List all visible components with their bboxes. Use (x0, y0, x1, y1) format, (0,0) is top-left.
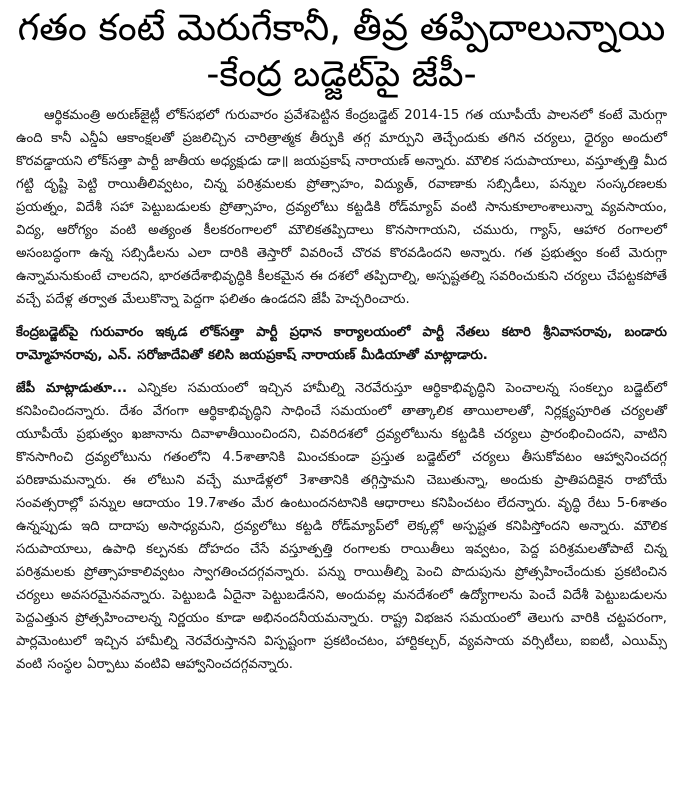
headline-main: గతం కంటే మెరుగేకానీ, తీవ్ర తప్పిదాలున్నాయి (17, 6, 666, 49)
paragraph-3-lead: జేపీ మాట్లాడుతూ... (16, 381, 128, 396)
article-paragraph-2: కేంద్రబడ్జెట్‌పై గురువారం ఇక్కడ లోక్‌సత్తా పార్టీ ప్రధాన కార్యాలయంలో పార్టీ నేతలు కటారి శ్రీనివాసరావు, బండారు రామ్మోహనరావు, ఎన్. సరోజాదేవితో కలిసి జయప్రకాష్ నారాయణ్ మీడియాతో మాట్లాడారు. (16, 325, 667, 363)
paragraph-3-body: ఎన్నికల సమయంలో ఇచ్చిన హామీల్ని నెరవేరుస్తూ ఆర్థికాభివృద్ధిని పెంచాలన్న సంకల్పం బడ్జెట్‌లో కనిపించిందన్నారు. దేశం వేగంగా ఆర్థికాభివృద్ధిని సాధించే సమయంలో తాత్కాలిక తాయిలాలతో, నిర్లక్ష్యపూరిత చర్యలతో యూపీయే ప్రభుత్వం ఖజానాను దివాళాతీయించిందని, చివరిదశలో ద్రవ్యలోటును కట్టడికి చర్యలు ప్రారంభించిందని, వాటిని కొనసాగించి ద్రవ్యలోటును గతంలోని 4.5శాతానికి మించకుండా ప్రస్తుత బడ్జెట్‌లో చర్యలు తీసుకోవటం ఆహ్వానించదగ్గ పరిణామమన్నారు. ఈ లోటుని వచ్చే మూడేళ్లలో 3శాతానికి తగ్గిస్తామని చెబుతున్నా, అందుకు ప్రాతిపదికైన రాబోయే సంవత్సరాల్లో పన్నుల ఆదాయం 19.7శాతం మేర ఉంటుందనటానికి ఆధారాలు కనిపించటం లేదన్నారు. వృద్ధి రేటు 5-6శాతం ఉన్నప్పుడు ఇది దాదాపు అసాధ్యమని, ద్రవ్యలోటు కట్టడి రోడ్‌మ్యాప్‌లో లెక్కల్లో అస్పష్టత కనిపిస్తోందని అన్నారు. మౌలిక సదుపాయాలు, ఉపాధి కల్పనకు దోహదం చేసే వస్తూత్పత్తి రంగాలకు రాయితీలు ఇవ్వటం, పెద్ద పరిశ్రమలతోపాటే చిన్న పరిశ్రమలకు ప్రోత్సాహకాలివ్వటం స్వాగతించదగ్గవన్నారు. పన్ను రాయితీల్ని పెంచి పొదుపును ప్రోత్సహించేందుకు ప్రకటించిన చర్యలు అవసరమైనవన్నారు. పెట్టుబడి ఏదైనా పెట్టుబడేనని, అందువల్ల మనదేశంలో ఉద్యోగాలను పెంచే విదేశీ పెట్టుబడులను పెద్దఎత్తున ప్రోత్సహించాలన్న నిర్ణయం కూడా అభినందనీయమన్నారు. రాష్ట్ర విభజన సమయంలో తెలుగు వారికి చట్టపరంగా, పార్లమెంటులో ఇచ్చిన హామీల్ని నెరవేరుస్తానని విస్పష్టంగా ప్రకటించటం, హార్టికల్చర్, వ్యవసాయ వర్సిటీలు, ఐఐటీ, ఎయిమ్స్ వంటి సంస్థల ఏర్పాటు వంటివి ఆహ్వానించదగ్గవన్నారు. (16, 381, 667, 672)
headline-subtitle: -కేంద్ర బడ్జెట్‌పై జేపీ- (206, 54, 477, 95)
article-paragraph-1: ఆర్థికమంత్రి అరుణ్‌జైట్లీ లోక్‌సభలో గురువారం ప్రవేశపెట్టిన కేంద్రబడ్జెట్ 2014-15 గత యూపీయే పాలనలో కంటే మెరుగ్గా ఉంది కానీ ఎన్డీఏ ఆకాంక్షలతో ప్రజలిచ్చిన చారిత్రాత్మక తీర్పుకి తగ్గ మార్పుని తెచ్చేందుకు తగిన చర్యలు, ధైర్యం అందులో కొరవడ్డాయని లోక్‌సత్తా పార్టీ జాతీయ అధ్యక్షుడు డా॥ జయప్రకాష్ నారాయణ్ అన్నారు. మౌలిక సదుపాయాలు, వస్తూత్పత్తి మీద గట్టి దృష్టి పెట్టి రాయితీలివ్వటం, చిన్న పరిశ్రమలకు ప్రోత్సాహం, విద్యుత్, రవాణాకు సబ్సిడీలు, పన్నుల సంస్కరణలకు ప్రయత్నం, విదేశీ సహా పెట్టుబడులకు ప్రోత్సాహం, ద్రవ్యలోటు కట్టడికి రోడ్‌మ్యాప్ వంటి సానుకూలాంశాలున్నా వ్యవసాయం, విద్య, ఆరోగ్యం వంటి అత్యంత కీలకరంగాలలో మౌలికతప్పిదాలు కొనసాగాయని, చమురు, గ్యాస్, ఆహార రంగాలలో అసంబద్ధంగా ఉన్న సబ్సిడీలను ఎలా దారికి తెస్తారో వివరించే చొరవ కొరవడిందని అన్నారు. గత ప్రభుత్వం కంటే మెరుగ్గా ఉన్నామనుకుంటే చాలదని, భారతదేశాభివృద్ధికి కీలకమైన ఈ దశలో తప్పిదాల్ని, అస్పష్టతల్ని సవరించుకుని చర్యలు చేపట్టకపోతే వచ్చే పదేళ్ల తర్వాత మేలుకొన్నా పెద్దగా ఫలితం ఉండదని జేపీ హెచ్చరించారు. (16, 108, 667, 307)
article-paragraph-3 (16, 377, 667, 676)
